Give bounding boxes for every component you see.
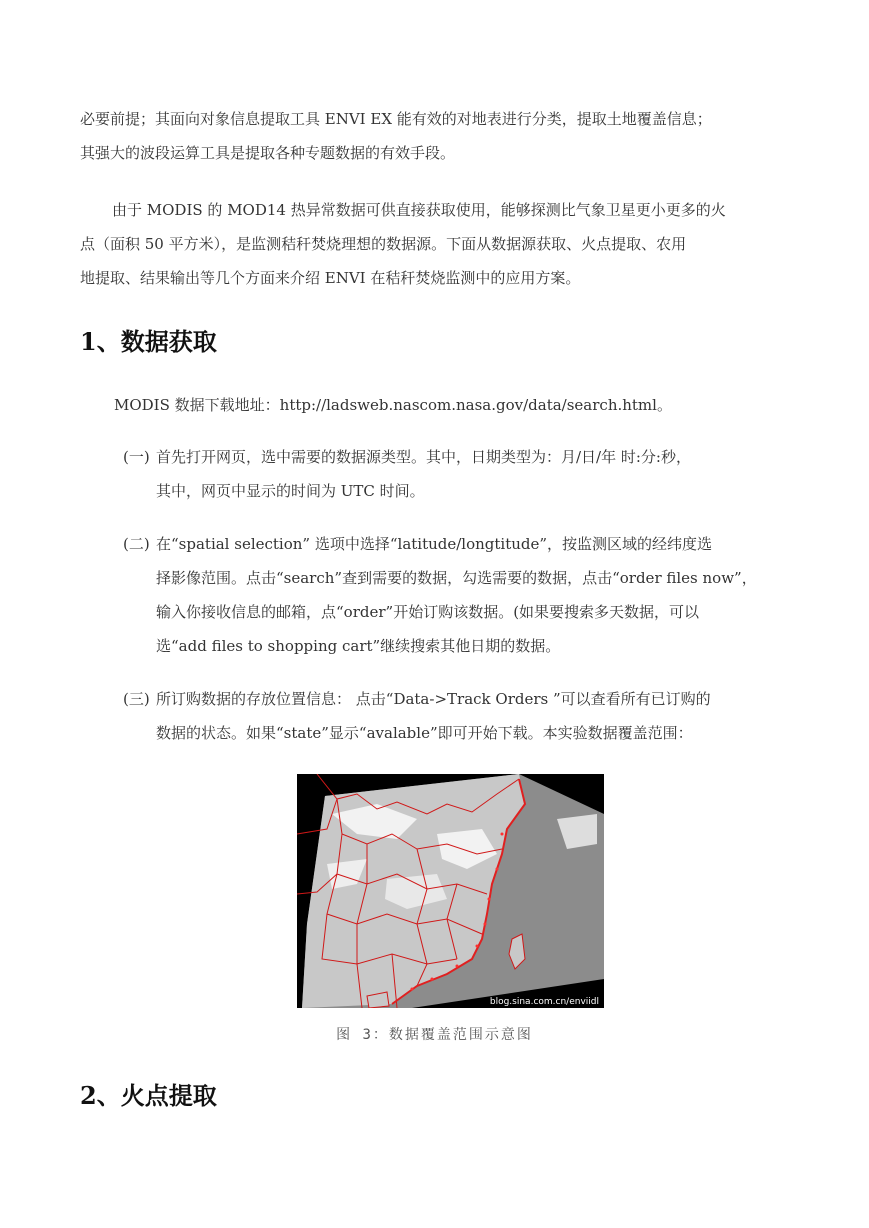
download-address: MODIS 数据下载地址：http://ladsweb.nascom.nasa.gov/data/search.html。	[114, 396, 672, 414]
text-line: 选“add files to shopping cart”继续搜索其他日期的数据。	[156, 637, 561, 655]
text-line: 点（面积 50 平方米），是监测秸秆焚烧理想的数据源。下面从数据源获取、火点提取、农用	[80, 235, 687, 253]
text-line: 首先打开网页，选中需要的数据源类型。其中，日期类型为：月/日/年 时:分:秒，	[156, 448, 691, 466]
section-heading-1: 1、数据获取	[80, 327, 217, 356]
image-watermark: blog.sina.com.cn/enviidl	[489, 997, 599, 1007]
paragraph-intro	[80, 102, 790, 170]
section-heading-2: 2、火点提取	[80, 1081, 217, 1110]
text-line: 地提取、结果输出等几个方面来介绍 ENVI 在秸秆焚烧监测中的应用方案。	[80, 269, 581, 287]
step-number: (一)	[123, 448, 150, 466]
text-line: 其强大的波段运算工具是提取各种专题数据的有效手段。	[80, 144, 456, 162]
step-3	[123, 682, 783, 750]
step-number: (三)	[123, 690, 150, 708]
text-line: 必要前提；其面向对象信息提取工具 ENVI EX 能有效的对地表进行分类，提取土地覆盖信息；	[80, 110, 712, 128]
text-line: 择影像范围。点击“search”查到需要的数据，勾选需要的数据，点击“order files now”，	[156, 569, 757, 587]
step-number: (二)	[123, 535, 150, 553]
step-1	[123, 440, 783, 508]
text-line: 所订购数据的存放位置信息： 点击“Data->Track Orders ”可以查看所有已订购的	[156, 690, 711, 708]
step-2	[123, 527, 783, 663]
text-line: 其中，网页中显示的时间为 UTC 时间。	[156, 482, 425, 500]
text-line: 数据的状态。如果“state”显示“avalable”即可开始下载。本实验数据覆盖范围：	[156, 724, 693, 742]
text-line: 在“spatial selection” 选项中选择“latitude/longtitude”，按监测区域的经纬度选	[156, 535, 713, 553]
paragraph-modis	[80, 193, 790, 295]
text-line: 由于 MODIS 的 MOD14 热异常数据可供直接获取使用，能够探测比气象卫星更小更多的火	[112, 201, 726, 219]
figure-caption: 图 3：数据覆盖范围示意图	[336, 1027, 533, 1043]
satellite-map-graphic	[297, 774, 604, 1008]
coverage-map-image	[297, 774, 604, 1008]
text-line: 输入你接收信息的邮箱，点“order”开始订购该数据。(如果要搜索多天数据，可以	[156, 603, 700, 621]
